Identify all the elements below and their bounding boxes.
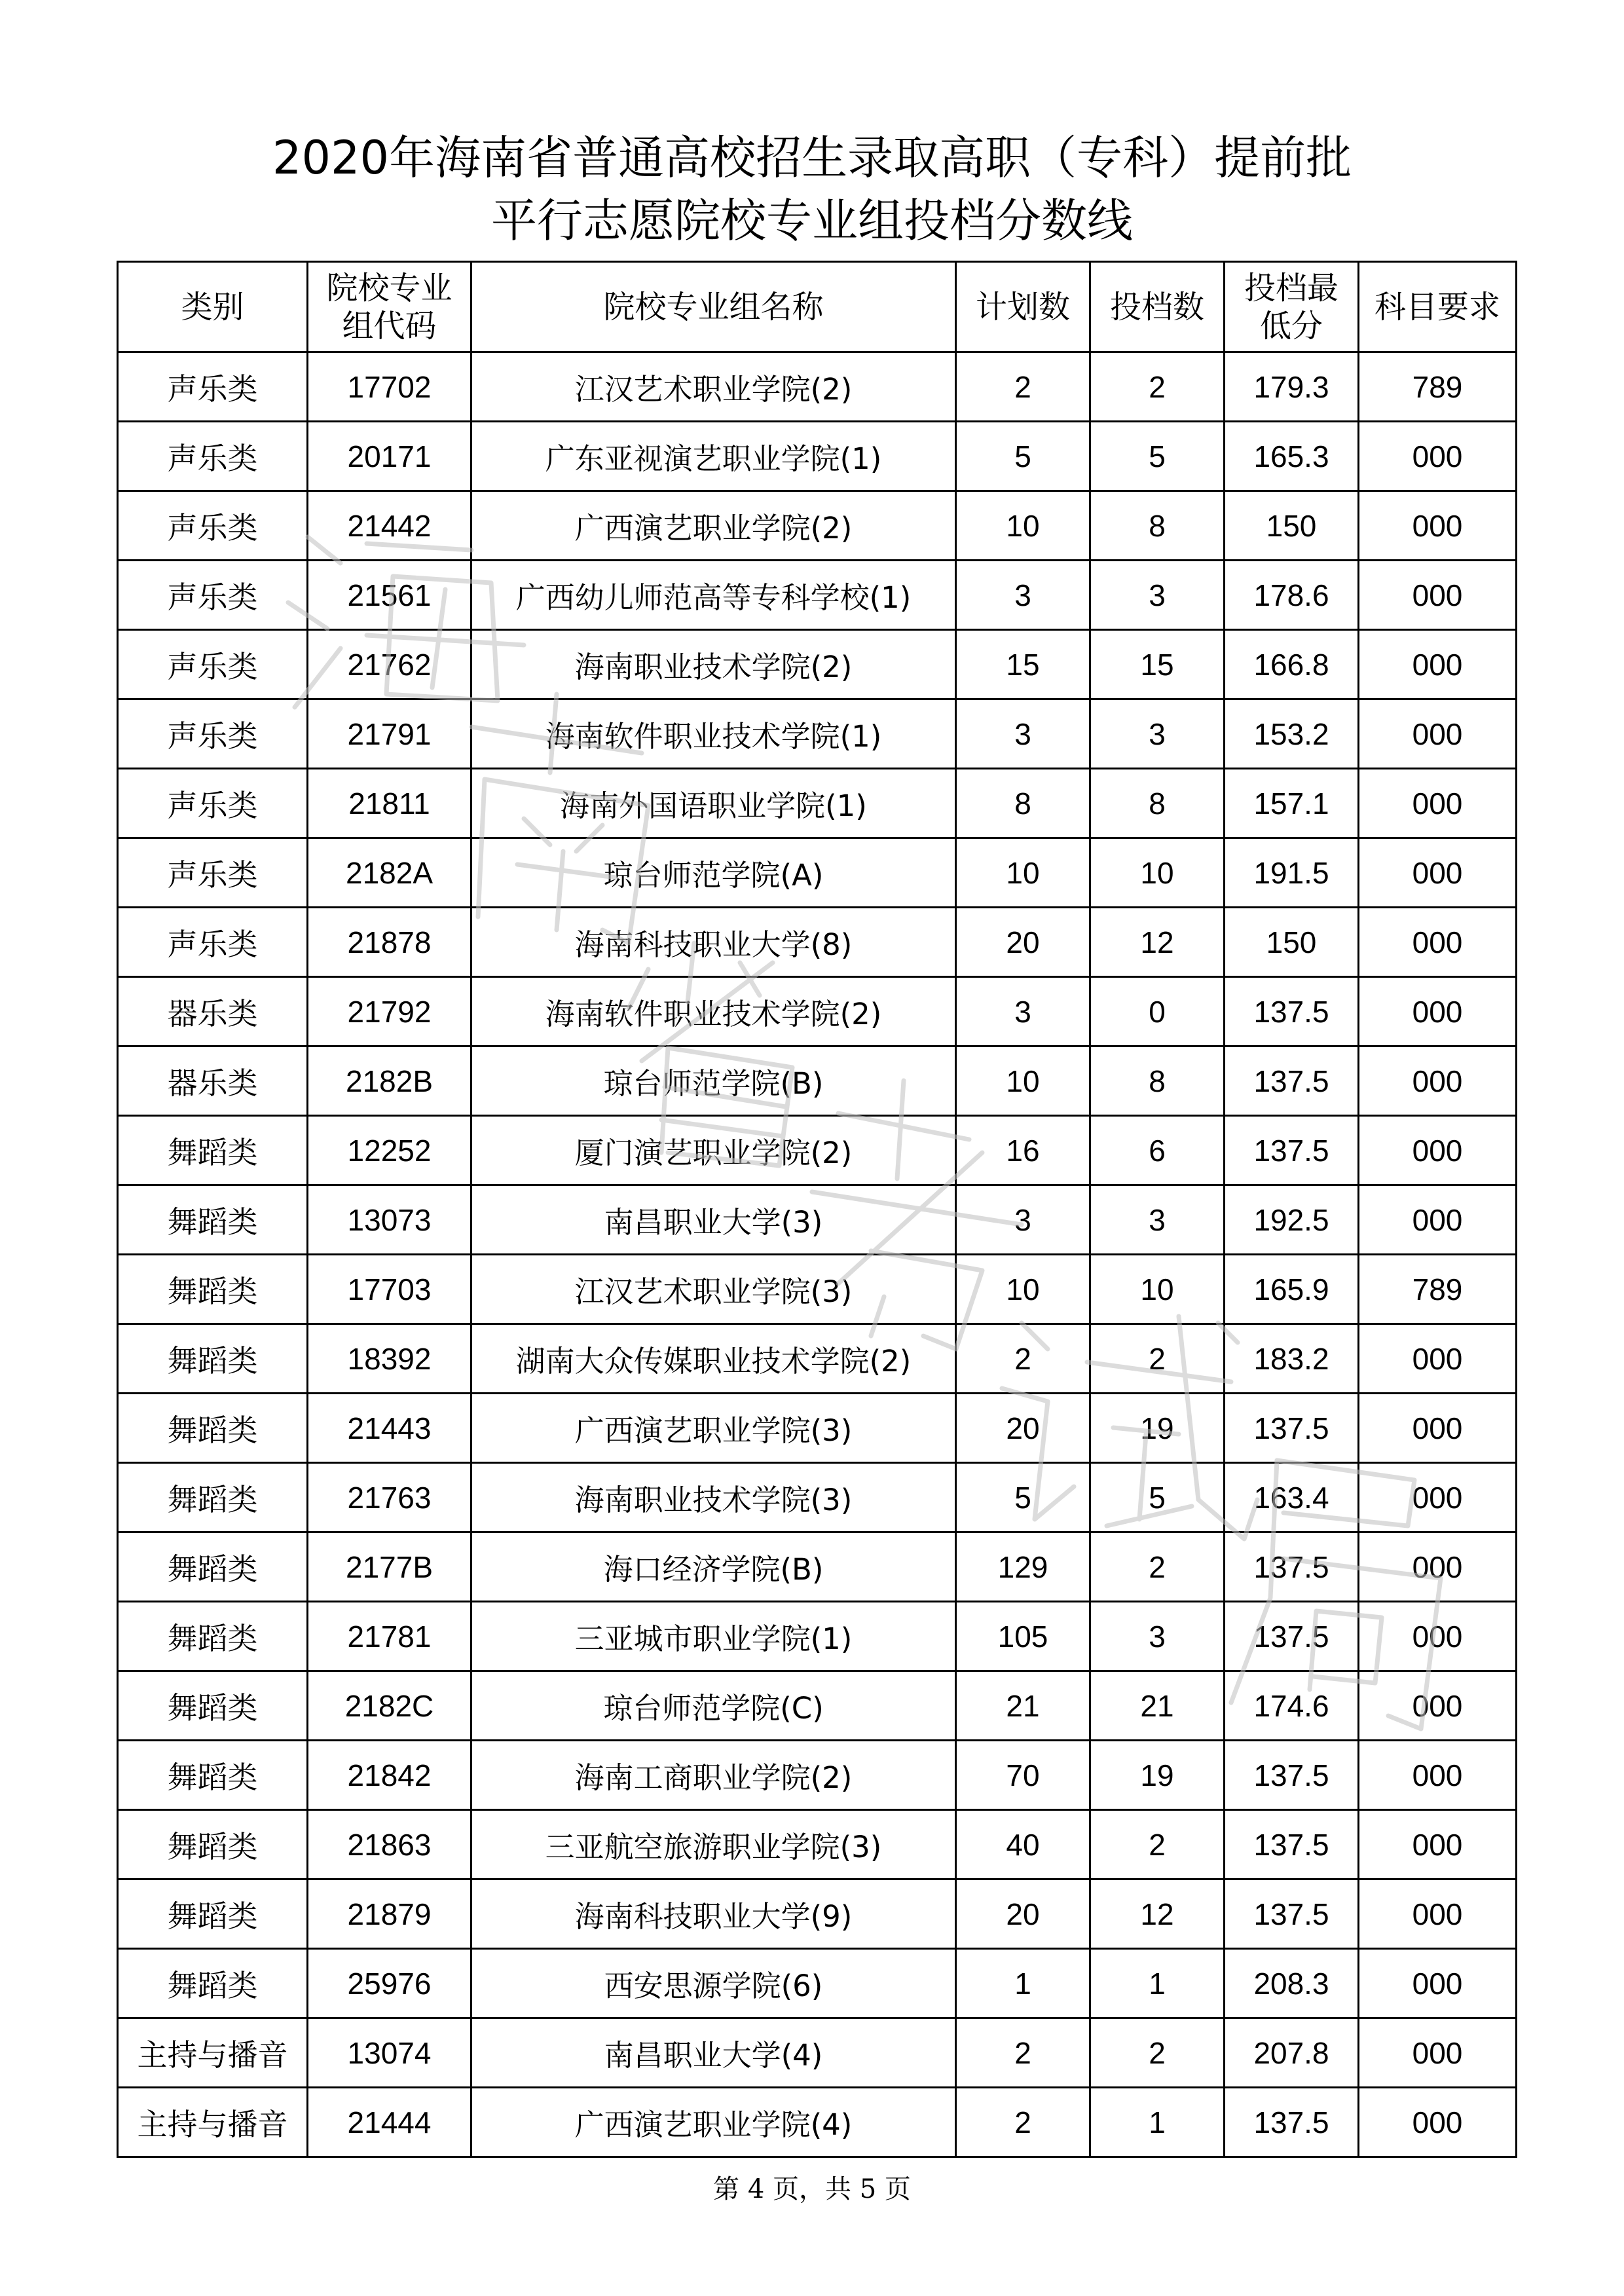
filed-count-cell: 2 [1090, 1532, 1225, 1602]
group-code-cell: 20171 [308, 422, 471, 491]
table-row [118, 1394, 1517, 1463]
plan-count-cell: 15 [956, 630, 1090, 699]
group-code-cell: 13074 [308, 2018, 471, 2088]
filed-count-cell: 1 [1090, 1949, 1225, 2018]
min-score-cell: 183.2 [1225, 1324, 1359, 1394]
group-name-cell: 南昌职业大学(3) [471, 1185, 956, 1255]
table-row [118, 422, 1517, 491]
group-name-cell: 广东亚视演艺职业学院(1) [471, 422, 956, 491]
subject-requirement-cell: 000 [1359, 1532, 1517, 1602]
group-name-cell: 广西演艺职业学院(3) [471, 1394, 956, 1463]
plan-count-cell: 21 [956, 1671, 1090, 1741]
table-row [118, 1046, 1517, 1116]
plan-count-cell: 105 [956, 1602, 1090, 1671]
group-name-cell: 海南外国语职业学院(1) [471, 769, 956, 838]
page-footer: 第 4 页，共 5 页 [713, 2174, 911, 2204]
table-body [118, 352, 1517, 2157]
table-row [118, 1671, 1517, 1741]
subject-requirement-cell: 000 [1359, 977, 1517, 1046]
subject-requirement-cell: 000 [1359, 1810, 1517, 1879]
min-score-cell: 137.5 [1225, 1046, 1359, 1116]
subject-requirement-cell: 000 [1359, 630, 1517, 699]
table-row [118, 1255, 1517, 1324]
group-name-cell: 江汉艺术职业学院(3) [471, 1255, 956, 1324]
min-score-cell: 150 [1225, 491, 1359, 561]
filed-count-cell: 3 [1090, 561, 1225, 630]
group-name-cell: 琼台师范学院(A) [471, 838, 956, 908]
group-name-cell: 湖南大众传媒职业技术学院(2) [471, 1324, 956, 1394]
table-row [118, 352, 1517, 422]
subject-requirement-cell: 000 [1359, 1741, 1517, 1810]
filed-count-cell: 2 [1090, 2018, 1225, 2088]
plan-count-cell: 10 [956, 491, 1090, 561]
category-cell: 舞蹈类 [118, 1532, 308, 1602]
category-cell: 舞蹈类 [118, 1185, 308, 1255]
plan-count-cell: 5 [956, 422, 1090, 491]
min-score-cell: 192.5 [1225, 1185, 1359, 1255]
min-score-cell: 137.5 [1225, 1394, 1359, 1463]
column-header: 类别 [118, 262, 308, 352]
min-score-cell: 157.1 [1225, 769, 1359, 838]
group-name-cell: 海口经济学院(B) [471, 1532, 956, 1602]
filed-count-cell: 2 [1090, 1324, 1225, 1394]
table-row [118, 1116, 1517, 1185]
subject-requirement-cell: 000 [1359, 1185, 1517, 1255]
group-code-cell: 21763 [308, 1463, 471, 1532]
plan-count-cell: 8 [956, 769, 1090, 838]
plan-count-cell: 2 [956, 352, 1090, 422]
filed-count-cell: 12 [1090, 908, 1225, 977]
group-code-cell: 21442 [308, 491, 471, 561]
group-code-cell: 21781 [308, 1602, 471, 1671]
plan-count-cell: 10 [956, 838, 1090, 908]
table-row [118, 838, 1517, 908]
subject-requirement-cell: 000 [1359, 908, 1517, 977]
document-title-line-2: 平行志愿院校专业组投档分数线 [491, 194, 1133, 248]
subject-requirement-cell: 000 [1359, 1324, 1517, 1394]
plan-count-cell: 3 [956, 1185, 1090, 1255]
plan-count-cell: 3 [956, 561, 1090, 630]
category-cell: 舞蹈类 [118, 1463, 308, 1532]
group-code-cell: 21792 [308, 977, 471, 1046]
filed-count-cell: 3 [1090, 699, 1225, 769]
filed-count-cell: 5 [1090, 1463, 1225, 1532]
filed-count-cell: 10 [1090, 838, 1225, 908]
min-score-cell: 178.6 [1225, 561, 1359, 630]
filed-count-cell: 19 [1090, 1741, 1225, 1810]
min-score-cell: 174.6 [1225, 1671, 1359, 1741]
filed-count-cell: 3 [1090, 1185, 1225, 1255]
min-score-cell: 191.5 [1225, 838, 1359, 908]
category-cell: 声乐类 [118, 699, 308, 769]
subject-requirement-cell: 000 [1359, 1046, 1517, 1116]
column-header: 科目要求 [1359, 262, 1517, 352]
table-row [118, 2088, 1517, 2157]
subject-requirement-cell: 000 [1359, 699, 1517, 769]
filed-count-cell: 8 [1090, 769, 1225, 838]
category-cell: 声乐类 [118, 908, 308, 977]
group-name-cell: 广西演艺职业学院(2) [471, 491, 956, 561]
category-cell: 声乐类 [118, 838, 308, 908]
group-name-cell: 三亚航空旅游职业学院(3) [471, 1810, 956, 1879]
group-name-cell: 海南工商职业学院(2) [471, 1741, 956, 1810]
group-code-cell: 21811 [308, 769, 471, 838]
group-name-cell: 西安思源学院(6) [471, 1949, 956, 2018]
group-name-cell: 海南职业技术学院(3) [471, 1463, 956, 1532]
category-cell: 舞蹈类 [118, 1116, 308, 1185]
table-row [118, 1463, 1517, 1532]
plan-count-cell: 3 [956, 977, 1090, 1046]
group-name-cell: 广西幼儿师范高等专科学校(1) [471, 561, 956, 630]
subject-requirement-cell: 000 [1359, 1394, 1517, 1463]
group-code-cell: 21561 [308, 561, 471, 630]
plan-count-cell: 20 [956, 908, 1090, 977]
group-code-cell: 21879 [308, 1879, 471, 1949]
category-cell: 舞蹈类 [118, 1394, 308, 1463]
filed-count-cell: 6 [1090, 1116, 1225, 1185]
table-row [118, 1879, 1517, 1949]
min-score-cell: 137.5 [1225, 1602, 1359, 1671]
plan-count-cell: 20 [956, 1394, 1090, 1463]
group-name-cell: 厦门演艺职业学院(2) [471, 1116, 956, 1185]
category-cell: 声乐类 [118, 352, 308, 422]
group-code-cell: 21863 [308, 1810, 471, 1879]
filed-count-cell: 2 [1090, 1810, 1225, 1879]
category-cell: 声乐类 [118, 422, 308, 491]
category-cell: 器乐类 [118, 977, 308, 1046]
subject-requirement-cell: 000 [1359, 491, 1517, 561]
group-name-cell: 南昌职业大学(4) [471, 2018, 956, 2088]
table-row [118, 630, 1517, 699]
filed-count-cell: 5 [1090, 422, 1225, 491]
table-row [118, 908, 1517, 977]
group-name-cell: 琼台师范学院(C) [471, 1671, 956, 1741]
filed-count-cell: 12 [1090, 1879, 1225, 1949]
subject-requirement-cell: 000 [1359, 1671, 1517, 1741]
filed-count-cell: 1 [1090, 2088, 1225, 2157]
group-code-cell: 2182C [308, 1671, 471, 1741]
column-header: 院校专业组名称 [471, 262, 956, 352]
group-name-cell: 海南软件职业技术学院(1) [471, 699, 956, 769]
min-score-cell: 137.5 [1225, 977, 1359, 1046]
filed-count-cell: 19 [1090, 1394, 1225, 1463]
plan-count-cell: 10 [956, 1255, 1090, 1324]
category-cell: 声乐类 [118, 491, 308, 561]
group-name-cell: 海南职业技术学院(2) [471, 630, 956, 699]
column-header: 投档最 低分 [1225, 262, 1359, 352]
plan-count-cell: 10 [956, 1046, 1090, 1116]
table-row [118, 977, 1517, 1046]
filed-count-cell: 10 [1090, 1255, 1225, 1324]
category-cell: 器乐类 [118, 1046, 308, 1116]
subject-requirement-cell: 000 [1359, 561, 1517, 630]
table-row [118, 2018, 1517, 2088]
category-cell: 舞蹈类 [118, 1879, 308, 1949]
category-cell: 舞蹈类 [118, 1810, 308, 1879]
table-row [118, 769, 1517, 838]
subject-requirement-cell: 000 [1359, 2088, 1517, 2157]
group-code-cell: 17703 [308, 1255, 471, 1324]
min-score-cell: 179.3 [1225, 352, 1359, 422]
plan-count-cell: 5 [956, 1463, 1090, 1532]
plan-count-cell: 70 [956, 1741, 1090, 1810]
plan-count-cell: 40 [956, 1810, 1090, 1879]
subject-requirement-cell: 000 [1359, 769, 1517, 838]
table-row [118, 1741, 1517, 1810]
group-code-cell: 2182B [308, 1046, 471, 1116]
category-cell: 舞蹈类 [118, 1741, 308, 1810]
min-score-cell: 166.8 [1225, 630, 1359, 699]
group-code-cell: 2177B [308, 1532, 471, 1602]
group-code-cell: 25976 [308, 1949, 471, 2018]
plan-count-cell: 129 [956, 1532, 1090, 1602]
group-code-cell: 2182A [308, 838, 471, 908]
filed-count-cell: 0 [1090, 977, 1225, 1046]
group-code-cell: 13073 [308, 1185, 471, 1255]
admission-score-table [117, 261, 1517, 2158]
group-name-cell: 琼台师范学院(B) [471, 1046, 956, 1116]
min-score-cell: 137.5 [1225, 2088, 1359, 2157]
group-code-cell: 18392 [308, 1324, 471, 1394]
subject-requirement-cell: 000 [1359, 2018, 1517, 2088]
filed-count-cell: 15 [1090, 630, 1225, 699]
category-cell: 舞蹈类 [118, 1255, 308, 1324]
filed-count-cell: 21 [1090, 1671, 1225, 1741]
category-cell: 主持与播音 [118, 2018, 308, 2088]
plan-count-cell: 2 [956, 1324, 1090, 1394]
filed-count-cell: 8 [1090, 1046, 1225, 1116]
table-row [118, 1602, 1517, 1671]
subject-requirement-cell: 000 [1359, 422, 1517, 491]
category-cell: 声乐类 [118, 561, 308, 630]
subject-requirement-cell: 000 [1359, 1463, 1517, 1532]
min-score-cell: 165.3 [1225, 422, 1359, 491]
category-cell: 声乐类 [118, 769, 308, 838]
category-cell: 舞蹈类 [118, 1671, 308, 1741]
group-name-cell: 三亚城市职业学院(1) [471, 1602, 956, 1671]
table-row [118, 1532, 1517, 1602]
category-cell: 声乐类 [118, 630, 308, 699]
plan-count-cell: 2 [956, 2088, 1090, 2157]
group-name-cell: 广西演艺职业学院(4) [471, 2088, 956, 2157]
group-name-cell: 江汉艺术职业学院(2) [471, 352, 956, 422]
filed-count-cell: 8 [1090, 491, 1225, 561]
table-row [118, 1324, 1517, 1394]
plan-count-cell: 20 [956, 1879, 1090, 1949]
group-name-cell: 海南科技职业大学(8) [471, 908, 956, 977]
min-score-cell: 163.4 [1225, 1463, 1359, 1532]
category-cell: 主持与播音 [118, 2088, 308, 2157]
min-score-cell: 137.5 [1225, 1810, 1359, 1879]
table-row [118, 1810, 1517, 1879]
category-cell: 舞蹈类 [118, 1324, 308, 1394]
min-score-cell: 137.5 [1225, 1116, 1359, 1185]
subject-requirement-cell: 000 [1359, 1602, 1517, 1671]
group-name-cell: 海南软件职业技术学院(2) [471, 977, 956, 1046]
group-code-cell: 21443 [308, 1394, 471, 1463]
subject-requirement-cell: 789 [1359, 1255, 1517, 1324]
plan-count-cell: 2 [956, 2018, 1090, 2088]
table-row [118, 561, 1517, 630]
group-code-cell: 21842 [308, 1741, 471, 1810]
table-row [118, 491, 1517, 561]
table-header-row [118, 262, 1517, 352]
min-score-cell: 207.8 [1225, 2018, 1359, 2088]
subject-requirement-cell: 000 [1359, 838, 1517, 908]
filed-count-cell: 2 [1090, 352, 1225, 422]
table-row [118, 1949, 1517, 2018]
plan-count-cell: 16 [956, 1116, 1090, 1185]
group-code-cell: 12252 [308, 1116, 471, 1185]
filed-count-cell: 3 [1090, 1602, 1225, 1671]
min-score-cell: 137.5 [1225, 1879, 1359, 1949]
group-code-cell: 21878 [308, 908, 471, 977]
subject-requirement-cell: 000 [1359, 1949, 1517, 2018]
subject-requirement-cell: 000 [1359, 1116, 1517, 1185]
min-score-cell: 208.3 [1225, 1949, 1359, 2018]
group-name-cell: 海南科技职业大学(9) [471, 1879, 956, 1949]
column-header: 计划数 [956, 262, 1090, 352]
min-score-cell: 137.5 [1225, 1741, 1359, 1810]
min-score-cell: 165.9 [1225, 1255, 1359, 1324]
subject-requirement-cell: 789 [1359, 352, 1517, 422]
group-code-cell: 17702 [308, 352, 471, 422]
table-row [118, 699, 1517, 769]
plan-count-cell: 1 [956, 1949, 1090, 2018]
group-code-cell: 21762 [308, 630, 471, 699]
table-row [118, 1185, 1517, 1255]
plan-count-cell: 3 [956, 699, 1090, 769]
group-code-cell: 21444 [308, 2088, 471, 2157]
category-cell: 舞蹈类 [118, 1602, 308, 1671]
min-score-cell: 137.5 [1225, 1532, 1359, 1602]
group-code-cell: 21791 [308, 699, 471, 769]
min-score-cell: 153.2 [1225, 699, 1359, 769]
min-score-cell: 150 [1225, 908, 1359, 977]
document-title-line-1: 2020年海南省普通高校招生录取高职（专科）提前批 [272, 131, 1352, 185]
column-header: 院校专业 组代码 [308, 262, 471, 352]
subject-requirement-cell: 000 [1359, 1879, 1517, 1949]
column-header: 投档数 [1090, 262, 1225, 352]
category-cell: 舞蹈类 [118, 1949, 308, 2018]
